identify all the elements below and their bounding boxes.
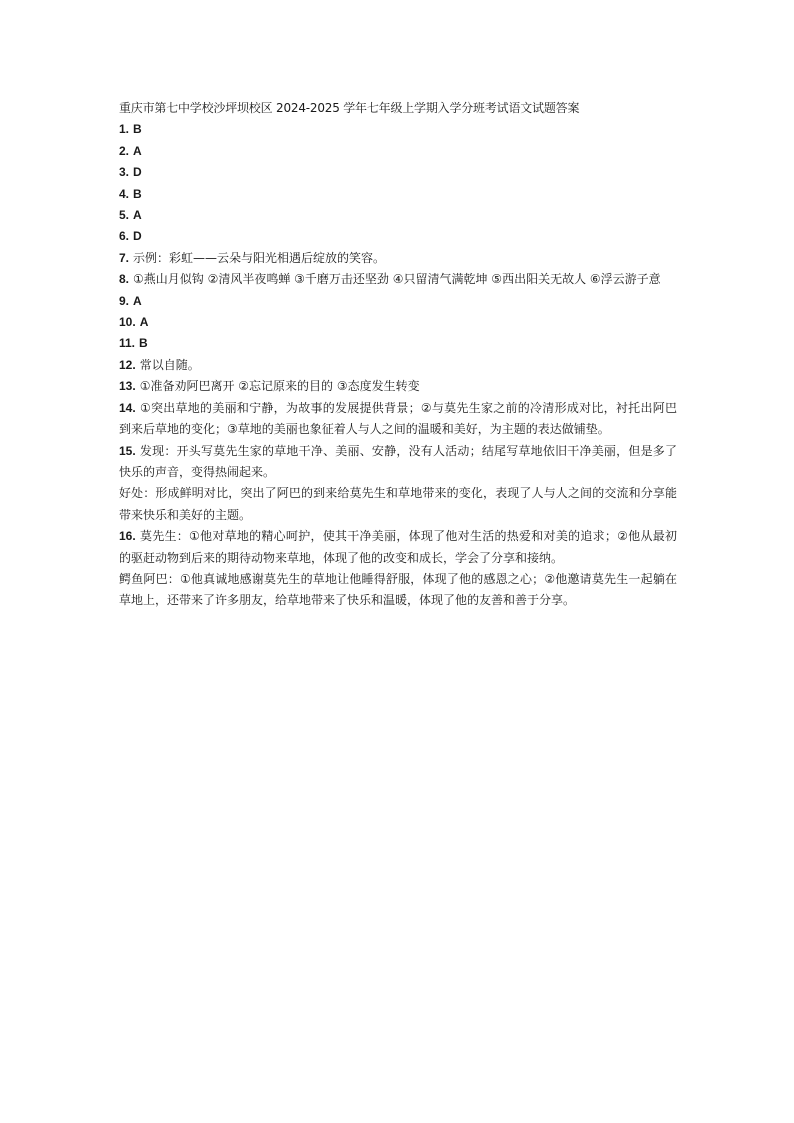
- answer-number: 14.: [119, 400, 136, 415]
- answer-text: ①准备劝阿巴离开 ②忘记原来的目的 ③态度发生转变: [139, 379, 420, 394]
- answer-5: [119, 205, 677, 226]
- answer-number: 1.: [119, 122, 130, 137]
- answer-number: 6.: [119, 229, 130, 244]
- answer-7: [119, 248, 677, 269]
- answer-text: A: [133, 208, 142, 223]
- answer-9: [119, 291, 677, 312]
- answer-text: B: [133, 186, 142, 201]
- answer-text: B: [133, 122, 142, 137]
- answer-number: 11.: [119, 336, 136, 351]
- answer-text: 常以自随。: [139, 357, 200, 372]
- answer-text: A: [139, 315, 149, 330]
- answer-text: 发现：开头写莫先生家的草地干净、美丽、安静，没有人活动；结尾写草地依旧干净美丽，但是多了快乐的声音，变得热闹起来。: [119, 443, 677, 479]
- answer-12: [119, 355, 677, 376]
- answer-13: [119, 376, 677, 397]
- answer-16-aba: 鳄鱼阿巴：①他真诚地感谢莫先生的草地让他睡得舒服，体现了他的感恩之心；②他邀请莫先生一起躺在草地上，还带来了许多朋友，给草地带来了快乐和温暖，体现了他的友善和善于分享。: [119, 571, 677, 608]
- answer-number: 15.: [119, 443, 136, 458]
- answer-1: [119, 119, 677, 140]
- answer-text: 示例：彩虹——云朵与阳光相遇后绽放的笑容。: [133, 250, 386, 265]
- answer-document: [119, 98, 677, 612]
- answer-number: 13.: [119, 379, 136, 394]
- answer-15: [119, 441, 677, 484]
- answer-text: A: [133, 293, 142, 308]
- answer-text: ①燕山月似钩 ②清风半夜鸣蝉 ③千磨万击还坚劲 ④只留清气满乾坤 ⑤西出阳关无故人 ⑥浮云游子意: [133, 272, 661, 287]
- document-title: 重庆市第七中学校沙坪坝校区 2024-2025 学年七年级上学期入学分班考试语文试题答案: [119, 101, 580, 115]
- answer-number: 8.: [119, 272, 130, 287]
- answer-number: 3.: [119, 165, 130, 180]
- answer-15-benefit: 好处：形成鲜明对比，突出了阿巴的到来给莫先生和草地带来的变化，表现了人与人之间的交流和分享能带来快乐和美好的主题。: [119, 486, 677, 522]
- answer-text: A: [133, 143, 142, 158]
- answer-4: [119, 184, 677, 205]
- answer-text: D: [133, 229, 142, 244]
- answer-11: [119, 333, 677, 354]
- answer-text: D: [133, 165, 142, 180]
- answer-10: [119, 312, 677, 333]
- answer-16: [119, 526, 677, 569]
- answer-8: [119, 269, 677, 290]
- answer-number: 10.: [119, 315, 136, 330]
- answer-14: [119, 398, 677, 441]
- answer-text: B: [139, 336, 148, 351]
- answer-2: [119, 141, 677, 162]
- answer-text: ①突出草地的美丽和宁静，为故事的发展提供背景；②与莫先生家之前的冷清形成对比，衬托出阿巴到来后草地的变化；③草地的美丽也象征着人与人之间的温暖和美好，为主题的表达做铺垫。: [119, 400, 677, 437]
- answer-3: [119, 162, 677, 183]
- answer-number: 16.: [119, 529, 136, 544]
- answer-number: 9.: [119, 293, 130, 308]
- answer-number: 7.: [119, 250, 130, 265]
- answer-number: 2.: [119, 143, 130, 158]
- answer-number: 5.: [119, 208, 130, 223]
- answer-6: [119, 226, 677, 247]
- answer-number: 12.: [119, 357, 136, 372]
- answer-text: 莫先生：①他对草地的精心呵护，使其干净美丽，体现了他对生活的热爱和对美的追求；②他从最初的驱赶动物到后来的期待动物来草地，体现了他的改变和成长，学会了分享和接纳。: [119, 529, 677, 565]
- answer-number: 4.: [119, 186, 130, 201]
